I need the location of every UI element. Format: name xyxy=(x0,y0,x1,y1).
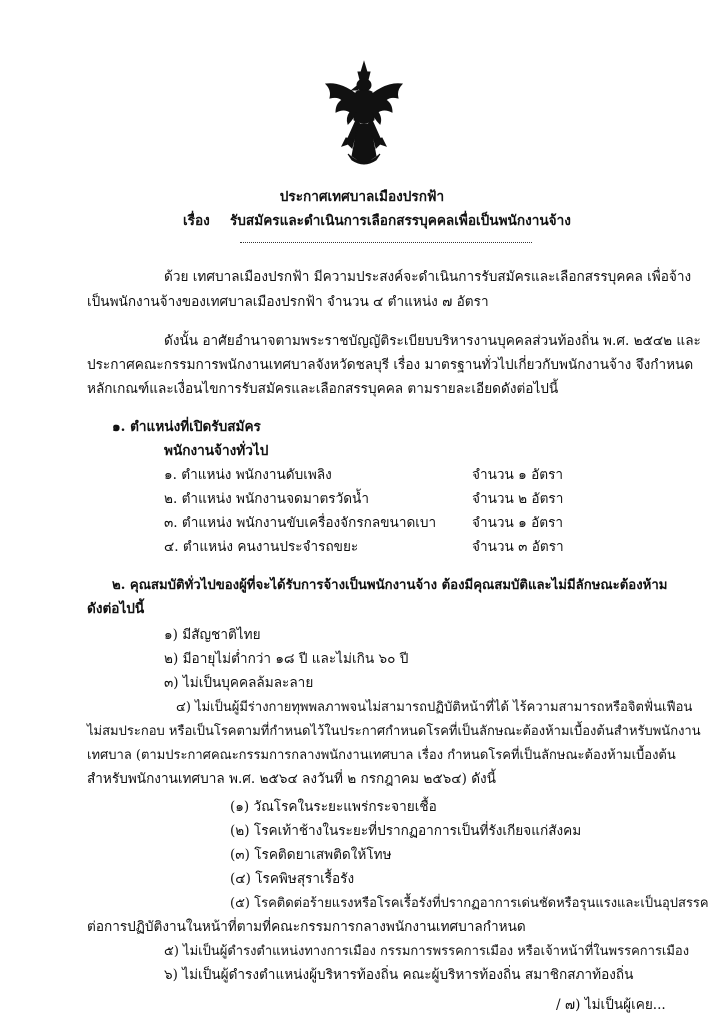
qualification-4-line-1: ๔) ไม่เป็นผู้มีร่างกายทุพพลภาพจนไม่สามารถปฏิบัติหน้าที่ได้ ไร้ความสามารถหรือจิตฟั่นเฟือน xyxy=(176,700,693,715)
subject-text: รับสมัครและดำเนินการเลือกสรรบุคคลเพื่อเป็นพนักงานจ้าง xyxy=(230,213,571,229)
garuda-emblem xyxy=(318,60,410,168)
section1-heading: ๑. ตำแหน่งที่เปิดรับสมัคร xyxy=(112,419,261,435)
position-count: จำนวน ๑ อัตรา xyxy=(472,515,564,531)
qualification-4-line-2: ไม่สมประกอบ หรือเป็นโรคตามที่กำหนดไว้ในประกาศกำหนดโรคที่เป็นลักษณะต้องห้ามเบื้องต้นสำหรับพนักงาน xyxy=(87,724,701,739)
intro-line-1: ด้วย เทศบาลเมืองปรกฟ้า มีความประสงค์จะดำเนินการรับสมัครและเลือกสรรบุคคล เพื่อจ้าง xyxy=(164,269,692,285)
subject-label: เรื่อง xyxy=(183,213,210,229)
disease-item: (๔) โรคพิษสุราเรื้อรัง xyxy=(230,871,355,887)
disease-5-line-2: ต่อการปฏิบัติงานในหน้าที่ตามที่คณะกรรมการกลางพนักงานเทศบาลกำหนด xyxy=(87,919,526,935)
continuation-note: / ๗) ไม่เป็นผู้เคย... xyxy=(556,997,666,1013)
qualification-5: ๕) ไม่เป็นผู้ดำรงตำแหน่งทางการเมือง กรรมการพรรคการเมือง หรือเจ้าหน้าที่ในพรรคการเมือง xyxy=(164,944,690,959)
authority-line-2: ประกาศคณะกรรมการพนักงานเทศบาลจังหวัดชลบุรี เรื่อง มาตรฐานทั่วไปเกี่ยวกับพนักงานจ้าง จึงกำหนด xyxy=(87,357,694,373)
authority-line-3: หลักเกณฑ์และเงื่อนไขการรับสมัครและเลือกสรรบุคคล ตามรายละเอียดดังต่อไปนี้ xyxy=(87,381,559,397)
disease-item: (๒) โรคเท้าช้างในระยะที่ปรากฏอาการเป็นที่รังเกียจแก่สังคม xyxy=(230,823,582,839)
qualification-2: ๒) มีอายุไม่ต่ำกว่า ๑๘ ปี และไม่เกิน ๖๐ ปี xyxy=(164,651,409,667)
qualification-3: ๓) ไม่เป็นบุคคลล้มละลาย xyxy=(164,675,314,691)
qualification-6: ๖) ไม่เป็นผู้ดำรงตำแหน่งผู้บริหารท้องถิ่น คณะผู้บริหารท้องถิ่น สมาชิกสภาท้องถิ่น xyxy=(164,967,634,983)
qualification-1: ๑) มีสัญชาติไทย xyxy=(164,627,261,643)
authority-line-1: ดังนั้น อาศัยอำนาจตามพระราชบัญญัติระเบียบบริหารงานบุคคลส่วนท้องถิ่น พ.ศ. ๒๕๔๒ และ xyxy=(164,333,701,349)
disease-item: (๕) โรคติดต่อร้ายแรงหรือโรคเรื้อรังที่ปรากฏอาการเด่นชัดหรือรุนแรงและเป็นอุปสรรค xyxy=(230,896,709,911)
section2-heading-line-2: ดังต่อไปนี้ xyxy=(87,601,145,617)
position-label: ๔. ตำแหน่ง คนงานประจำรถขยะ xyxy=(164,539,359,555)
title-divider xyxy=(240,242,532,243)
position-count: จำนวน ๒ อัตรา xyxy=(472,491,564,507)
position-label: ๓. ตำแหน่ง พนักงานขับเครื่องจักรกลขนาดเบา xyxy=(164,515,437,531)
disease-item: (๓) โรคติดยาเสพติดให้โทษ xyxy=(230,847,392,863)
section1-subheading: พนักงานจ้างทั่วไป xyxy=(164,443,269,459)
position-label: ๑. ตำแหน่ง พนักงานดับเพลิง xyxy=(164,467,332,483)
disease-item: (๑) วัณโรคในระยะแพร่กระจายเชื้อ xyxy=(230,799,437,815)
qualification-4-line-4: สำหรับพนักงานเทศบาล พ.ศ. ๒๕๖๔ ลงวันที่ ๒ กรกฎาคม ๒๕๖๔) ดังนี้ xyxy=(87,771,496,787)
position-label: ๒. ตำแหน่ง พนักงานจดมาตรวัดน้ำ xyxy=(164,491,369,507)
position-count: จำนวน ๓ อัตรา xyxy=(472,539,564,555)
document-title: ประกาศเทศบาลเมืองปรกฟ้า xyxy=(279,189,445,205)
qualification-4-line-3: เทศบาล (ตามประกาศคณะกรรมการกลางพนักงานเทศบาล เรื่อง กำหนดโรคที่เป็นลักษณะต้องห้ามเบื้องต้น xyxy=(87,748,676,763)
intro-line-2: เป็นพนักงานจ้างของเทศบาลเมืองปรกฟ้า จำนวน ๔ ตำแหน่ง ๗ อัตรา xyxy=(87,294,489,310)
section2-heading-line-1: ๒. คุณสมบัติทั่วไปของผู้ที่จะได้รับการจ้างเป็นพนักงานจ้าง ต้องมีคุณสมบัติและไม่มีลักษณะต้องห้าม xyxy=(112,578,668,593)
position-count: จำนวน ๑ อัตรา xyxy=(472,467,564,483)
